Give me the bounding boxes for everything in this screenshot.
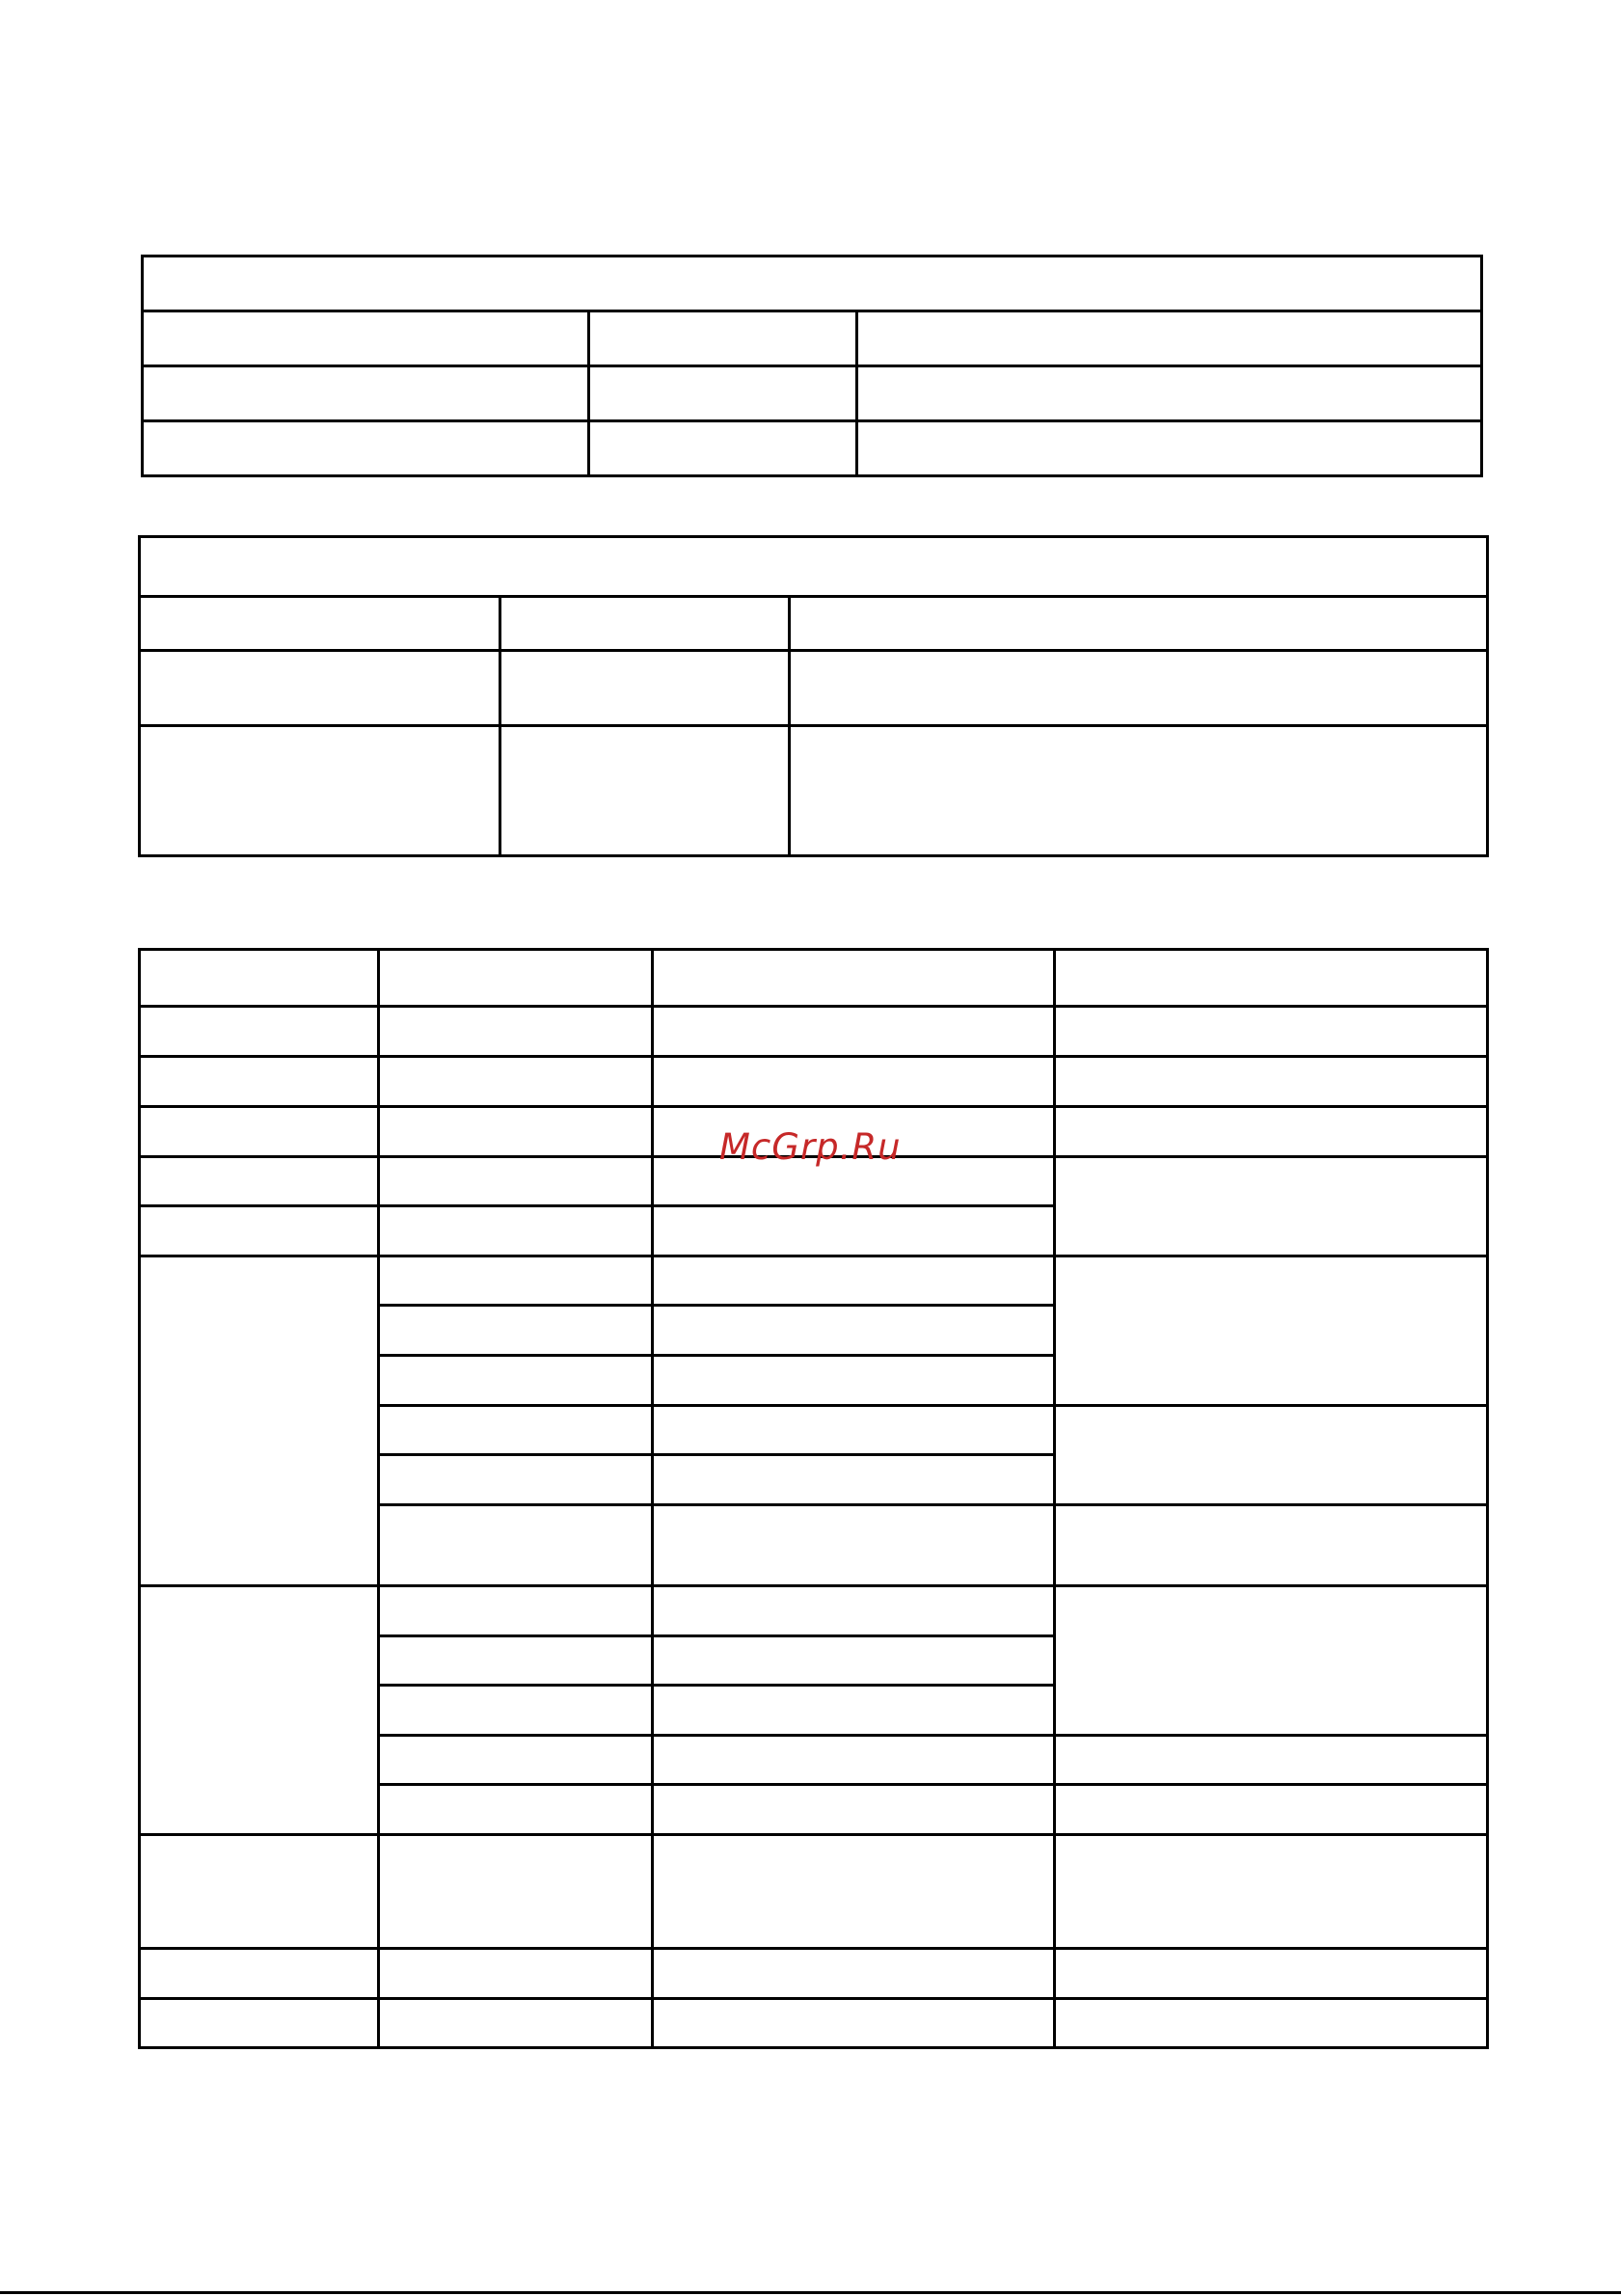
- table-3-cell: [653, 1306, 1055, 1356]
- table-3-cell: [653, 1686, 1055, 1736]
- table-3-cell: [653, 1785, 1055, 1835]
- table-1-cell: [143, 311, 589, 366]
- table-3-cell: [1055, 1999, 1488, 2048]
- table-2-cell: [500, 597, 790, 651]
- table-3-cell: [653, 1256, 1055, 1306]
- table-3-cell: [379, 1455, 653, 1505]
- table-3-cell: [379, 1505, 653, 1586]
- table-3-merged-cell: [140, 1256, 379, 1586]
- table-3-cell: [1055, 1785, 1488, 1835]
- table-3-header-cell: [379, 950, 653, 1007]
- table-3-cell: [653, 1835, 1055, 1949]
- table-3-cell: [140, 1107, 379, 1157]
- watermark-text: McGrp.Ru: [719, 1126, 902, 1168]
- table-2-title-cell: [140, 537, 1488, 597]
- table-2-cell: [140, 597, 500, 651]
- table-3-cell: [379, 1736, 653, 1785]
- table-3-cell: [653, 1636, 1055, 1686]
- table-3-cell: [379, 1835, 653, 1949]
- table-3-cell: [379, 1636, 653, 1686]
- table-3-cell: [379, 1007, 653, 1057]
- table-3-cell: [140, 1999, 379, 2048]
- table-3-merged-cell: [140, 1586, 379, 1835]
- table-2-cell: [790, 597, 1488, 651]
- page-bottom-rule: [0, 2291, 1621, 2294]
- table-3-header-cell: [653, 950, 1055, 1007]
- table-3-cell: [1055, 1107, 1488, 1157]
- table-1-cell: [857, 311, 1482, 366]
- table-2-cell: [790, 726, 1488, 856]
- table-3-cell: [653, 1455, 1055, 1505]
- table-3-cell: [379, 1999, 653, 2048]
- table-3-merged-cell: [1055, 1586, 1488, 1736]
- table-3-cell: [140, 1206, 379, 1256]
- table-3-cell: [379, 1949, 653, 1999]
- table-3-cell: [379, 1057, 653, 1107]
- table-3-cell: [140, 1057, 379, 1107]
- table-3-cell: [1055, 1505, 1488, 1586]
- table-1-cell: [589, 311, 857, 366]
- table-3-cell: [140, 1949, 379, 1999]
- table-3-merged-cell: [1055, 1256, 1488, 1406]
- table-1: [141, 255, 1483, 477]
- table-3-cell: [1055, 1949, 1488, 1999]
- table-1-cell: [143, 366, 589, 421]
- table-3-cell: [379, 1785, 653, 1835]
- table-3-cell: [379, 1107, 653, 1157]
- table-3-cell: [653, 1007, 1055, 1057]
- table-3-header-cell: [140, 950, 379, 1007]
- table-1-cell: [589, 366, 857, 421]
- table-3-cell: [379, 1206, 653, 1256]
- table-3-cell: [653, 1505, 1055, 1586]
- table-3: [138, 948, 1489, 2049]
- table-3-cell: [653, 1057, 1055, 1107]
- table-1-cell: [857, 366, 1482, 421]
- table-3-cell: [140, 1835, 379, 1949]
- table-3-cell: [379, 1256, 653, 1306]
- table-3-merged-cell: [1055, 1157, 1488, 1256]
- table-1-cell: [857, 421, 1482, 476]
- table-3-cell: [1055, 1057, 1488, 1107]
- table-1-cell: [143, 421, 589, 476]
- table-3-cell: [1055, 1736, 1488, 1785]
- table-3-cell: [379, 1157, 653, 1206]
- table-3-cell: [653, 1949, 1055, 1999]
- table-3-cell: [379, 1406, 653, 1455]
- table-3-cell: [140, 1157, 379, 1206]
- table-3-header-cell: [1055, 950, 1488, 1007]
- table-3-cell: [653, 1356, 1055, 1406]
- table-3-cell: [379, 1586, 653, 1636]
- table-3-cell: [379, 1306, 653, 1356]
- table-2-cell: [140, 726, 500, 856]
- table-2-cell: [790, 651, 1488, 726]
- table-3-cell: [653, 1206, 1055, 1256]
- table-2-cell: [500, 651, 790, 726]
- table-3-cell: [653, 1999, 1055, 2048]
- table-3-cell: [140, 1007, 379, 1057]
- table-2-cell: [500, 726, 790, 856]
- table-3-cell: [1055, 1007, 1488, 1057]
- table-3-cell: [653, 1406, 1055, 1455]
- table-3-cell: [1055, 1835, 1488, 1949]
- table-3-merged-cell: [1055, 1406, 1488, 1505]
- table-1-cell: [589, 421, 857, 476]
- table-3-cell: [379, 1356, 653, 1406]
- table-3-cell: [653, 1736, 1055, 1785]
- table-1-title-cell: [143, 257, 1482, 311]
- table-3-cell: [653, 1586, 1055, 1636]
- table-2-cell: [140, 651, 500, 726]
- table-3-cell: [379, 1686, 653, 1736]
- table-2: [138, 535, 1489, 857]
